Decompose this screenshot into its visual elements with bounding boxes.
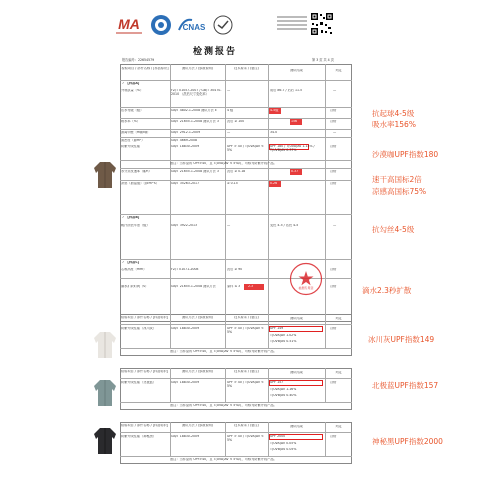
t1-row-absorb-result: 156 <box>291 120 298 123</box>
garment-photo-desert-coffee <box>93 160 117 190</box>
t1-row-absorb-method: GB/T 21655.1-2008 测试方法 3 <box>171 120 219 123</box>
t2-item: 防紫外线性能（冰川灰） <box>121 327 157 330</box>
t1-row-pilling-method: GB/T 4802.1-2008 测试方法 E <box>171 109 217 112</box>
annotation-pilling: 抗起球4-5级 <box>372 109 415 118</box>
t1-row-drying-method: GB/T 21655.1-2008 测试方法 3 <box>171 170 219 173</box>
t3-col-header-method: 测试方法 / (参数说明) <box>181 370 214 373</box>
t1-row-absorb-item: 吸水率（%） <box>121 120 140 123</box>
t2-col-header-method: 测试方法 / (参数说明) <box>181 316 214 319</box>
t1-row-pilling-result: 4-5级 <box>270 109 279 112</box>
t1-row-appearance-req: — <box>227 89 231 92</box>
t1-row-pilling-req: 4 级 <box>227 109 234 112</box>
annotation-absorb: 吸水率156% <box>372 120 416 129</box>
t1-row-spread-req: 原样 ≤ 3 <box>227 285 241 288</box>
t1-row-pilling-item: 沾水等级（级） <box>121 109 144 112</box>
ilac-logo <box>150 14 172 36</box>
t3-col-header-item: 检验项目 / 部件名称 / [样品标识] <box>121 370 168 373</box>
t3-judge: 合格 <box>330 381 337 384</box>
t1-row-formaldehyde-method: GB/T 2912.1-2009 <box>171 131 201 134</box>
report-number: 报告编号：22654579 <box>122 58 155 62</box>
t1-row-wick-method: FZ/T 01071-2008 <box>171 268 199 271</box>
t1-row-cool-result: 0.26 <box>270 182 278 185</box>
t1-row-absorb-req: 洗后 ≥ 100 <box>227 120 245 123</box>
t1-uv-note: 备注：当样品的 UPF>40、且 T(UVA)AV < 5%时，可称为防紫外线产品。 <box>170 162 277 165</box>
garment-photo-arctic-blue <box>93 378 117 408</box>
t2-col-header-req: 技术要求 / (备注) <box>234 316 259 319</box>
t4-col-header-result: 测试结果 <box>290 425 303 428</box>
t1-row-cool-item: 凉感（抽湿值）（J/cm²·s） <box>121 182 159 185</box>
t1-row-uv-result: UPF 180 / T(UVA)AV 1.14% / T(UVB)AV 0.37% <box>270 145 315 152</box>
garment-photo-glacier-gray <box>93 330 117 360</box>
t1-row-cool-method: GB/T 35263-2017 <box>171 182 200 185</box>
annotation-drying: 速干高国标2倍 <box>372 175 422 184</box>
t1-row-formaldehyde-req: — <box>227 131 231 134</box>
t1-row-formaldehyde-judge: — <box>333 131 337 134</box>
t2-uva: T(UVA)AV 1.02% <box>270 334 297 337</box>
annotation-snag: 抗勾丝4-5级 <box>372 225 415 234</box>
t2-upf: UPF 149 <box>270 327 284 330</box>
t1-row-spread-item: 滴水扩散时间（s） <box>121 285 149 288</box>
t1-section-b: ✓ 【样品B】 <box>122 216 141 219</box>
t1-row-cool-req: ≥ 0.15 <box>227 182 238 185</box>
t1-row-drying-judge: 合格 <box>330 170 337 173</box>
t2-col-header-item: 检验项目 / 部件名称 / [样品标识] <box>121 316 168 319</box>
official-stamp <box>289 262 323 296</box>
cnas-logo <box>176 14 210 36</box>
t1-row-drying-item: 水分蒸发速率（g/h） <box>121 170 152 173</box>
t1-col-header-item: 检验项目 / 部件名称 / [样品标识] <box>121 67 169 70</box>
t1-row-weight-item: 面密度（g/m²） <box>121 139 145 142</box>
annotation-cooling: 凉感高国标75% <box>372 187 427 196</box>
t1-row-appearance-method: FZ/T 01057.2007 / GB/T 30470-2010 （洗后尺寸变化率） <box>171 89 222 96</box>
t2-method: GB/T 18830-2009 <box>171 327 200 330</box>
t1-row-formaldehyde-item: 游离甲醛（mg/kg） <box>121 131 151 134</box>
t1-row-wick-judge: 合格 <box>330 268 337 271</box>
t1-row-snag-method: GB/T 3922-2013 <box>171 224 198 227</box>
annotation-uv-arctic-blue: 北极蓝UPF指数157 <box>372 381 439 390</box>
t3-col-header-req: 技术要求 / (备注) <box>234 370 259 373</box>
lab-contact-block <box>277 14 307 36</box>
t1-row-uv-item: 防紫外线性能 <box>121 145 141 148</box>
t1-row-snag-result: 变色 4-5 / 沾色 4-5 <box>270 224 299 227</box>
annotation-spread: 滴水2.3秒扩散 <box>362 286 412 295</box>
t1-row-uv-req: UPF > 40 / T(UVA)AV < 5% <box>227 145 264 152</box>
t1-section-c: ✓ 【样品C】 <box>122 261 141 264</box>
t1-row-spread-method: GB/T 21655.1-2008 测试方法 <box>171 285 216 288</box>
garment-photo-mystic-black <box>93 426 117 456</box>
testing-logo <box>212 14 234 36</box>
t1-col-header-req: 技术要求 / (备注) <box>234 67 259 70</box>
t3-col-header-result: 测试结果 <box>290 371 303 374</box>
t1-col-header-judge: 判定 <box>335 69 342 72</box>
annotation-uv-glacier-gray: 冰川灰UPF指数149 <box>368 335 435 344</box>
t1-row-spread-result: 2.3 <box>248 285 254 288</box>
qr-code <box>310 12 334 36</box>
t1-row-cool-judge: 合格 <box>330 182 337 185</box>
t1-row-snag-judge: — <box>333 224 337 227</box>
t2-col-header-result: 测试结果 <box>290 317 303 320</box>
t2-uvb: T(UVB)AV 0.51% <box>270 340 297 343</box>
t3-note: 备注：当样品的 UPF>40，且 T(UVA)AV < 5%时，可称为防紫外线产品。 <box>170 404 277 407</box>
t3-req: UPF > 40 / T(UVA)AV < 5% <box>227 381 264 388</box>
t1-col-header-method: 测试方法 / (参数说明) <box>181 67 214 70</box>
annotation-uv-mystic-black: 神秘黑UPF指数2000 <box>372 437 443 446</box>
t1-row-appearance-result: 前后 86.7 / 后后 11.5 <box>270 89 303 92</box>
t1-row-wick-item: 芯吸高度（mm） <box>121 268 147 271</box>
page-info: 第 3 页 共 4 页 <box>312 58 334 62</box>
t1-row-pilling-judge: 合格 <box>330 109 337 112</box>
t4-col-header-method: 测试方法 / (参数说明) <box>181 424 214 427</box>
t1-row-formaldehyde-result: 34.0 <box>270 131 278 134</box>
t4-method: GB/T 18830-2009 <box>171 435 200 438</box>
t3-upf: UPF 157 <box>270 381 284 384</box>
t4-item: 防紫外线性能（神秘黑） <box>121 435 157 438</box>
t3-item: 防紫外线性能（北极蓝） <box>121 381 157 384</box>
t2-col-header-judge: 判定 <box>335 317 342 320</box>
t4-uvb: T(UVB)AV 0.05% <box>270 448 297 451</box>
t3-uvb: T(UVB)AV 0.40% <box>270 394 297 397</box>
t3-method: GB/T 18830-2009 <box>171 381 200 384</box>
stamp-text: 检测专用章 <box>298 286 314 290</box>
t1-row-snag-item: 耐汗渍色牢度（级） <box>121 224 150 227</box>
t1-row-absorb-judge: 合格 <box>330 120 337 123</box>
t3-uva: T(UVA)AV 1.16% <box>270 388 297 391</box>
t1-row-uv-method: GB/T 18830-2009 <box>171 145 200 148</box>
t1-row-spread-judge: 合格 <box>330 285 337 288</box>
t4-note: 备注：当样品的 UPF>40，且 T(UVA)AV < 5%时，可称为防紫外线产品。 <box>170 458 277 461</box>
t4-col-header-req: 技术要求 / (备注) <box>234 424 259 427</box>
t1-col-header-result: 测试结果 <box>290 69 303 72</box>
t1-row-weight-method: GB/T 4669-2008 <box>171 139 198 142</box>
t4-col-header-judge: 判定 <box>335 425 342 428</box>
t4-uva: T(UVA)AV 0.05% <box>270 442 297 445</box>
t1-row-appearance-item: 外观质量（%） <box>121 89 144 92</box>
t4-judge: 合格 <box>330 435 337 438</box>
t4-col-header-item: 检验项目 / 部件名称 / [样品标识] <box>121 424 168 427</box>
t3-col-header-judge: 判定 <box>335 371 342 374</box>
ma-logo <box>114 14 144 36</box>
report-title: 检测报告 <box>192 47 237 57</box>
t2-req: UPF > 40 / T(UVA)AV < 5% <box>227 327 264 334</box>
t1-row-drying-req: 洗后 ≥ 0.18 <box>227 170 246 173</box>
svg-text:MA: MA <box>118 16 140 32</box>
t1-row-appearance-judge: — <box>333 89 337 92</box>
t1-row-uv-judge: 合格 <box>330 145 337 148</box>
t4-req: UPF > 40 / T(UVA)AV < 5% <box>227 435 264 442</box>
t1-row-wick-req: 洗后 ≥ 90 <box>227 268 243 271</box>
t2-note: 备注：当样品的 UPF>40，且 T(UVA)AV < 5%时，可称为防紫外线产品。 <box>170 350 277 353</box>
t2-judge: 合格 <box>330 327 337 330</box>
svg-text:CNAS: CNAS <box>182 23 206 32</box>
annotation-uv-desert-coffee: 沙漠咖UPF指数180 <box>372 150 439 159</box>
t1-row-drying-result: 0.37 <box>291 170 299 173</box>
t1-row-snag-req: — <box>227 224 231 227</box>
t1-section-a: ✓ 【样品A】 <box>122 82 141 85</box>
t4-upf: UPF 2000 <box>270 435 286 438</box>
